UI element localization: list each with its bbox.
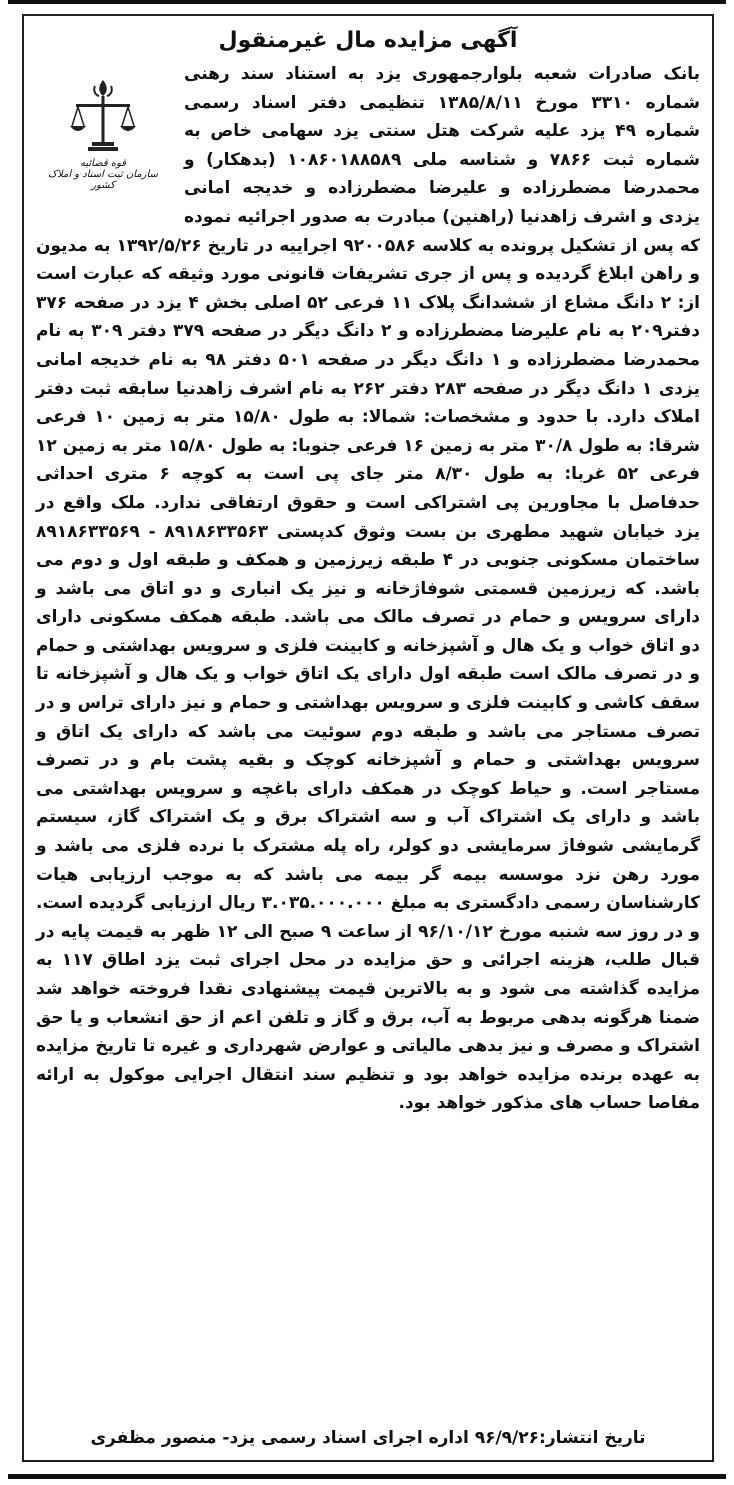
- notice-body-content: بانک صادرات شعبه بلوارجمهوری یزد به استناد سند رهنی شماره ۳۳۱۰ مورخ ۱۳۸۵/۸/۱۱ تنظیمی دفتر اسناد رسمی شماره ۴۹ یزد علیه شرکت هتل سنتی یزد سهامی خاص به شماره ثبت ۷۸۶۶ و شناسه ملی ۱۰۸۶۰۱۸۸۵۸۹ (بدهکار) و محمدرضا مضطرزاده و علیرضا مضطرزاده و خدیجه امانی یزدی و اشرف زاهدنیا (راهنین) مبادرت به صدور اجرائیه نموده که پس از تشکیل پرونده به کلاسه ۹۲۰۰۵۸۶ اجراییه در تاریخ ۱۳۹۲/۵/۲۶ به مدیون و راهن ابلاغ گردیده و پس از جری تشریفات قانونی مورد وثیقه که عبارت است از: ۲ دانگ مشاع از ششدانگ پلاک ۱۱ فرعی ۵۲ اصلی بخش ۴ یزد در صفحه ۳۷۶ دفتر۲۰۹ به نام علیرضا مضطرزاده و ۲ دانگ دیگر در صفحه ۳۷۹ دفتر ۳۰۹ به نام محمدرضا مضطرزاده و ۱ دانگ دیگر در صفحه ۵۰۱ دفتر ۹۸ به نام خدیجه امانی یزدی ۱ دانگ دیگر در صفحه ۲۸۳ دفتر ۲۶۲ به نام اشرف زاهدنیا سابقه ثبت دفتر املاک دارد. با حدود و مشخصات: شمالا: به طول ۱۵/۸۰ متر به زمین ۱۰ فرعی شرقا: به طول ۳۰/۸ متر به زمین ۱۶ فرعی جنوبا: به طول ۱۵/۸۰ متر به زمین ۱۲ فرعی ۵۲ غربا: به طول ۸/۳۰ متر جای پی است به کوچه ۶ متری احداثی حدفاصل با مجاورین پی اشتراکی است و حقوق ارتفاقی ندارد. ملک واقع در یزد خیابان شهید مطهری بن بست وثوق کدپستی ۸۹۱۸۶۳۳۵۶۳ - ۸۹۱۸۶۳۳۵۶۹ ساختمان مسکونی جنوبی در ۴ طبقه زیرزمین و همکف و طبقه اول و دوم می باشد. که زیرزمین قسمتی شوفاژخانه و نیز یک انباری و دو اتاق می باشد و دارای سرویس و حمام در تصرف مالک می باشد. طبقه همکف مسکونی دارای دو اتاق خواب و یک هال و آشپزخانه و کابینت فلزی و سرویس بهداشتی و حمام و در تصرف مالک است طبقه اول دارای یک اتاق خواب و یک هال و آشپزخانه تا سقف کاشی و کابینت فلزی و سرویس بهداشتی و حمام و نیز دارای تراس و در تصرف مستاجر می باشد و طبقه دوم سوئیت می باشد که دارای یک اتاق و سرویس بهداشتی و حمام و آشپزخانه کوچک و بقیه پشت بام و در تصرف مستاجر است. و حیاط کوچک در همکف دارای باغچه و سرویس بهداشتی می باشد و دارای یک اشتراک آب و سه اشتراک برق و یک اشتراک گاز، سیستم گرمایشی شوفاژ سرمایشی دو کولر، راه پله مشترک با نرده فلزی می باشد و مورد رهن نزد موسسه بیمه گر بیمه می باشد که به موجب ارزیابی هیات کارشناسان رسمی دادگستری به مبلغ ۳.۰۳۵.۰۰۰.۰۰۰ ریال ارزیابی گردیده است. و در روز سه شنبه مورخ ۹۶/۱۰/۱۲ از ساعت ۹ صبح الی ۱۲ ظهر به قیمت پایه در قبال طلب، هزینه اجرائی و حق مزایده در محل اجرای ثبت یزد اطاق ۱۱۷ به مزایده گذاشته می شود و به بالاترین قیمت پیشنهادی نقدا فروخته خواهد شد ضمنا هرگونه بدهی مربوط به آب، برق و گاز و تلفن اعم از حق انشعاب و یا حق اشتراک و مصرف و نیز بدهی مالیاتی و عوارض شهرداری و غیره تا تاریخ مزایده به عهده برنده مزایده خواهد بود و تنظیم سند انتقال اجرایی موکول به ارائه مفاصا حساب های مذکور خواهد بود.: [36, 64, 701, 1114]
- emblem-spacer: [36, 60, 184, 220]
- top-border-rule: [8, 0, 726, 4]
- emblem-org-judiciary: قوه قضائیه: [79, 158, 127, 169]
- auction-notice-box: [22, 14, 714, 1462]
- emblem-org-registry: سازمان ثبت اسناد و املاک کشور: [48, 169, 158, 191]
- notice-body-text: [36, 60, 700, 1118]
- notice-title: آگهی مزایده مال غیرمنقول: [218, 28, 518, 53]
- bottom-border-rule: [8, 1474, 726, 1479]
- publication-line: تاریخ انتشار:۹۶/۹/۲۶ اداره اجرای اسناد رسمی یزد- منصور مظفری: [90, 1428, 646, 1448]
